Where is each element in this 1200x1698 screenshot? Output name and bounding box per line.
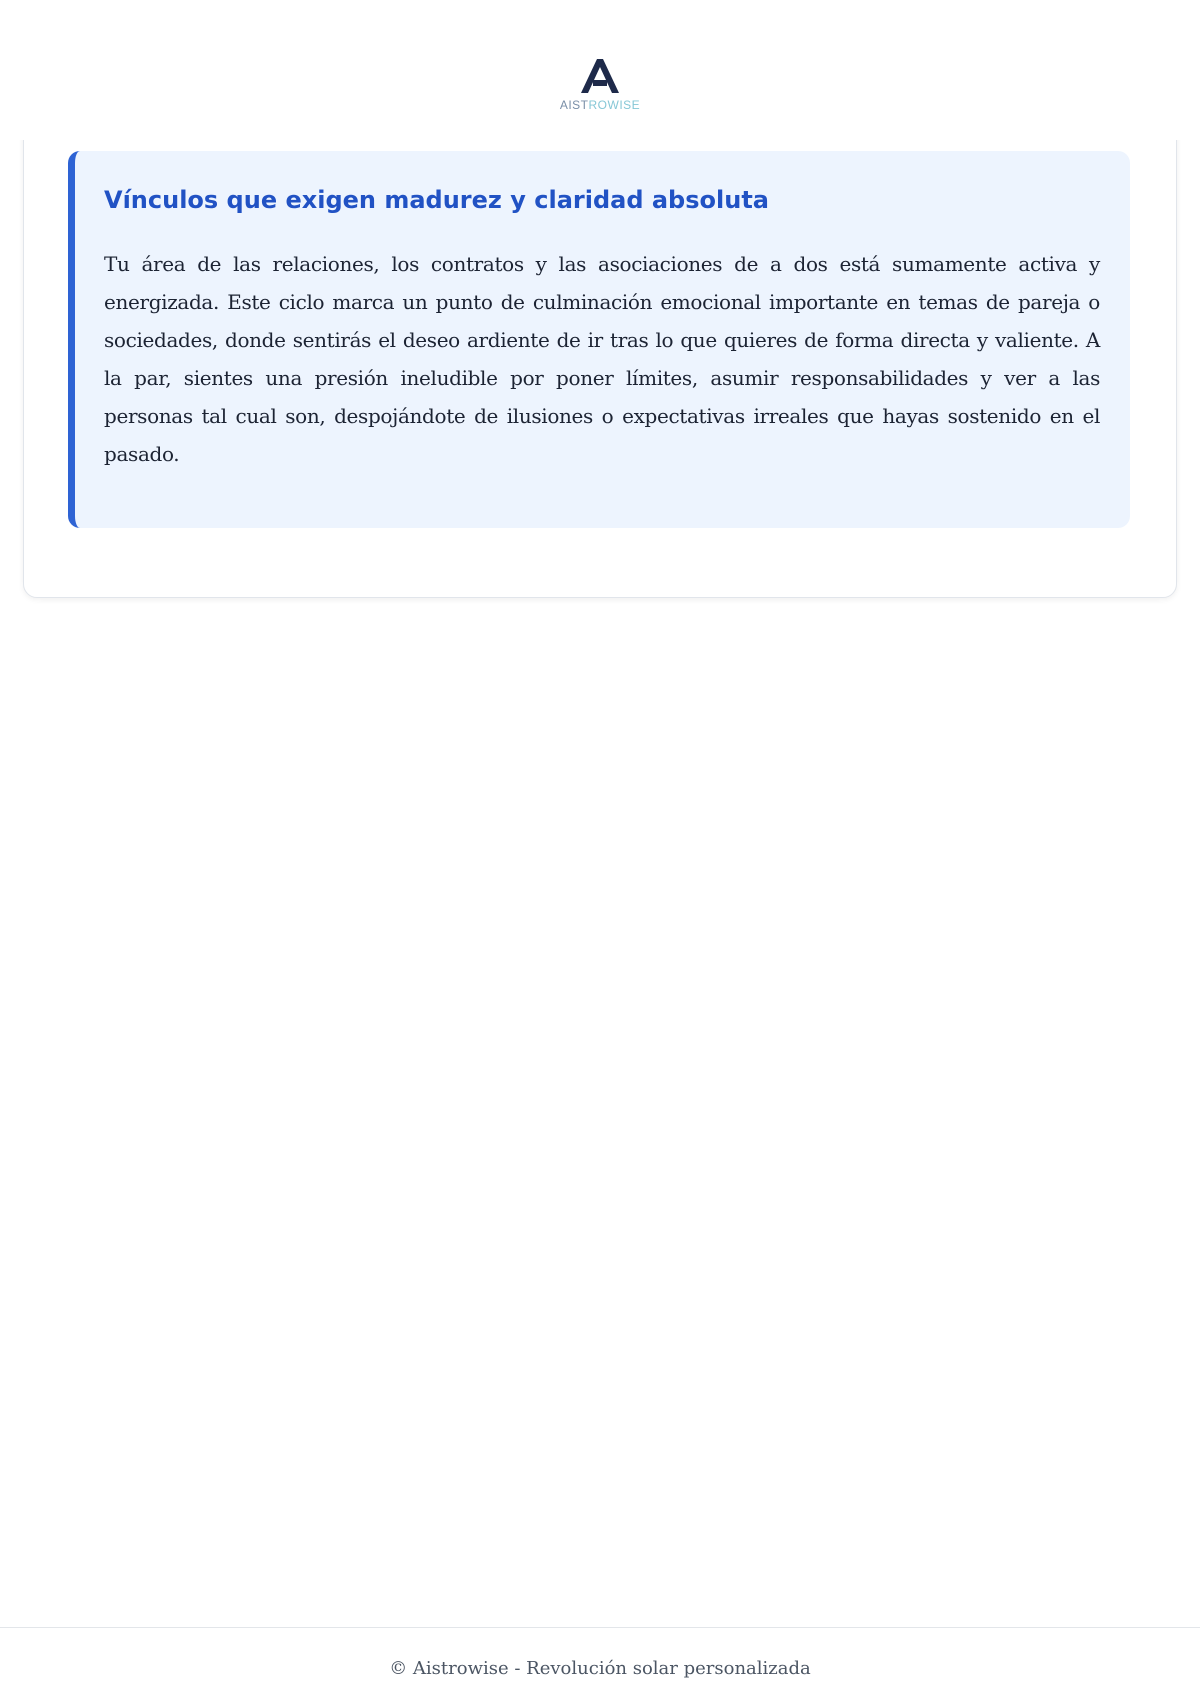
page-footer — [0, 1627, 1200, 1698]
section-body: Tu área de las relaciones, los contratos y las asociaciones de a dos está sumamente activa y energizada. Este ciclo marca un punto de culminación emocional importante en temas de pareja o sociedades, donde sentirás el deseo ardiente de ir tras lo que quieres de forma directa y valiente. A la par, sientes una presión ineludible por poner límites, asumir responsabilidades y ver a las personas tal cual son, despojándote de ilusiones o expectativas irreales que hayas sostenido en el pasado. — [104, 252, 1100, 466]
logo-a-icon — [580, 58, 620, 94]
footer-text: © Aistrowise - Revolución solar personalizada — [389, 1658, 811, 1679]
page-header — [0, 0, 1200, 140]
section-callout — [68, 151, 1130, 528]
aistrowise-logo — [540, 58, 660, 122]
logo-wordmark: AISTROWISE — [559, 98, 641, 112]
section-title: Vínculos que exigen madurez y claridad absoluta — [104, 186, 769, 214]
